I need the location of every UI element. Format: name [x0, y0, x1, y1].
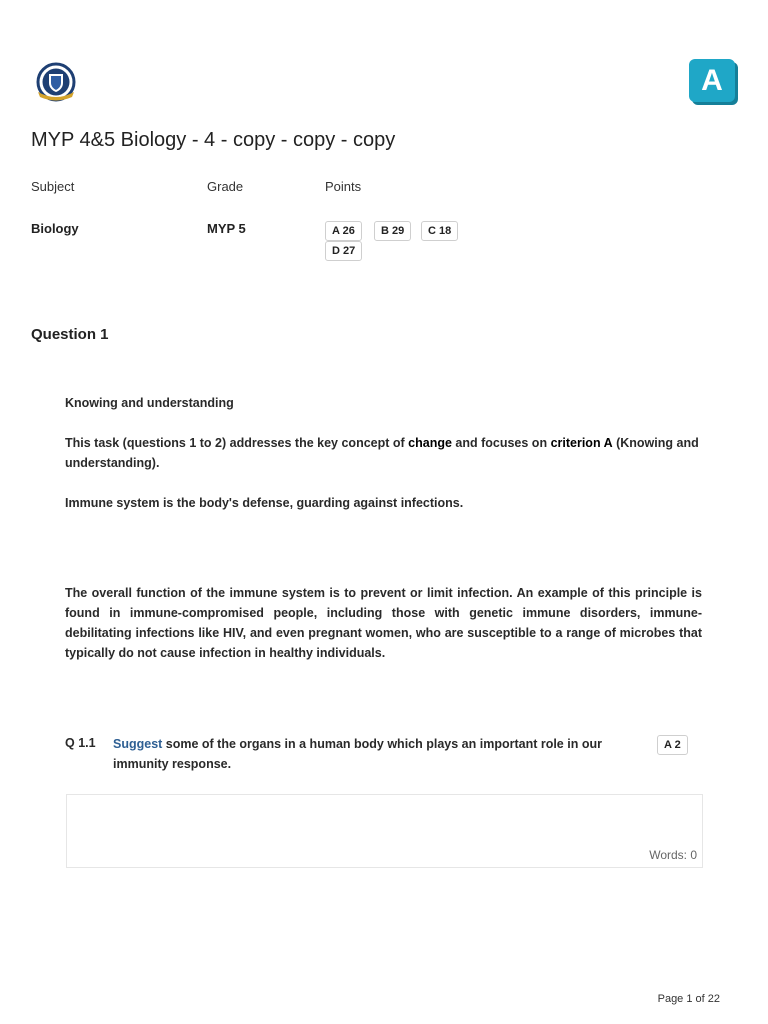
intro-text-2: and focuses on	[451, 436, 551, 450]
points-label: Points	[325, 179, 362, 194]
subquestion-number: Q 1.1	[65, 736, 96, 750]
points-badge-c: C 18	[421, 221, 458, 241]
points-badge-d: D 27	[325, 241, 362, 261]
intro-text-3: (Knowing and understanding).	[65, 436, 699, 470]
app-logo-badge: A	[689, 59, 735, 102]
statement: Immune system is the body's defense, guarding against infections.	[65, 496, 464, 510]
question-heading: Question 1	[31, 326, 109, 343]
key-concept: change	[408, 436, 452, 450]
points-badge-b: B 29	[374, 221, 411, 241]
grade-value: MYP 5	[207, 221, 246, 236]
intro-text-1: This task (questions 1 to 2) addresses the key concept of	[65, 436, 409, 450]
points-badge-a: A 26	[325, 221, 362, 241]
section-title: Knowing and understanding	[65, 396, 234, 410]
passage: The overall function of the immune system is to prevent or limit infection. An example of this principle is found in immune-compromised people, including those with genetic immune disorders, immune-debilitating infections like HIV, and even pregnant women, who are susceptible to a range of microbes that typically do not cause infection in healthy individuals.	[65, 586, 702, 660]
document-title: MYP 4&5 Biology - 4 - copy - copy - copy	[31, 129, 396, 151]
command-term: Suggest	[113, 737, 163, 751]
subject-value: Biology	[31, 221, 79, 236]
grade-label: Grade	[207, 179, 244, 194]
task-intro	[65, 433, 702, 473]
subquestion-text	[113, 734, 643, 774]
school-crest-icon	[33, 62, 79, 102]
word-count: Words: 0	[649, 848, 697, 862]
answer-textarea[interactable]	[66, 794, 703, 868]
subject-label: Subject	[31, 179, 75, 194]
criterion: criterion A	[550, 436, 613, 450]
subquestion-body: some of the organs in a human body which plays an important role in our immunity response.	[113, 737, 602, 771]
page-number: Page 1 of 22	[657, 993, 720, 1005]
subquestion-marks-badge: A 2	[657, 735, 688, 755]
